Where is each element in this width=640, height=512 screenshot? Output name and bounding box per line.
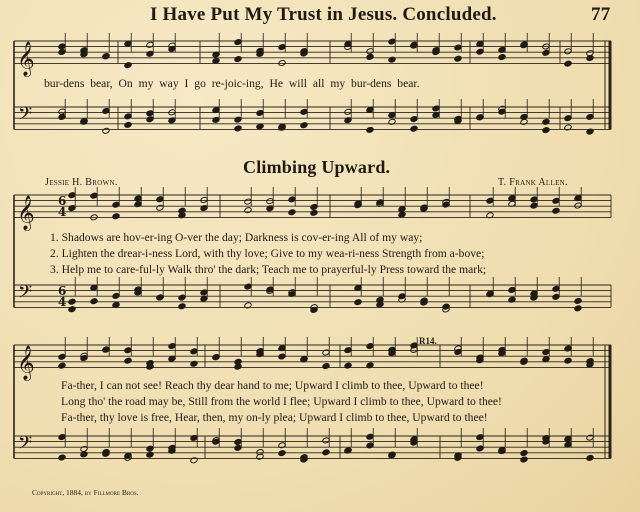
svg-text:6: 6 (58, 194, 67, 208)
verse-1-line-2: Fa-ther, I can not see! Reach thy dear hand to me; Upward I climb to thee, Upward to thee! (61, 379, 484, 392)
svg-text:4: 4 (58, 295, 67, 310)
svg-text:6: 6 (58, 284, 67, 298)
verse-2-line-1: 2. Lighten the drear-i-ness Lord, with thy love; Give to my wea-ri-ness Strength from a-bove; (50, 247, 485, 260)
verse-3-line-1: 3. Help me to care-ful-ly Walk thro' the dark; Teach me to prayerful-ly Press toward the mark; (50, 263, 487, 276)
lyricist-credit: Jessie H. Brown. (45, 177, 118, 188)
composer-credit: T. Frank Allen. (498, 177, 568, 188)
svg-text:𝄞: 𝄞 (17, 195, 35, 231)
page-number: 77 (591, 4, 611, 25)
verse-2-line-2: Long tho' the road may be, Still from the world I flee; Upward I climb to thee, Upward to thee! (61, 395, 502, 408)
svg-text:4: 4 (58, 205, 67, 220)
svg-text:𝄢: 𝄢 (18, 104, 33, 130)
svg-text:𝄢: 𝄢 (18, 282, 33, 308)
svg-text:𝄞: 𝄞 (17, 41, 35, 77)
hymn-number: R14. (419, 336, 437, 346)
continued-lyrics-line: bur-dens bear, On my way I go re-joic-ing, He will all my bur-dens bear. (44, 77, 420, 90)
verse-3-line-2: Fa-ther, thy love is free, Hear, then, my on-ly plea; Upward I climb to thee, Upward to thee! (61, 411, 488, 424)
copyright-notice: Copyright, 1884, by Fillmore Bros. (32, 488, 139, 497)
continued-hymn-title: I Have Put My Trust in Jesus. Concluded. (150, 4, 497, 25)
hymn-title: Climbing Upward. (243, 157, 391, 177)
svg-text:𝄞: 𝄞 (17, 345, 35, 381)
svg-text:𝄢: 𝄢 (18, 433, 33, 459)
verse-1-line-1: 1. Shadows are hov-er-ing O-ver the day; Darkness is cov-er-ing All of my way; (50, 231, 423, 244)
